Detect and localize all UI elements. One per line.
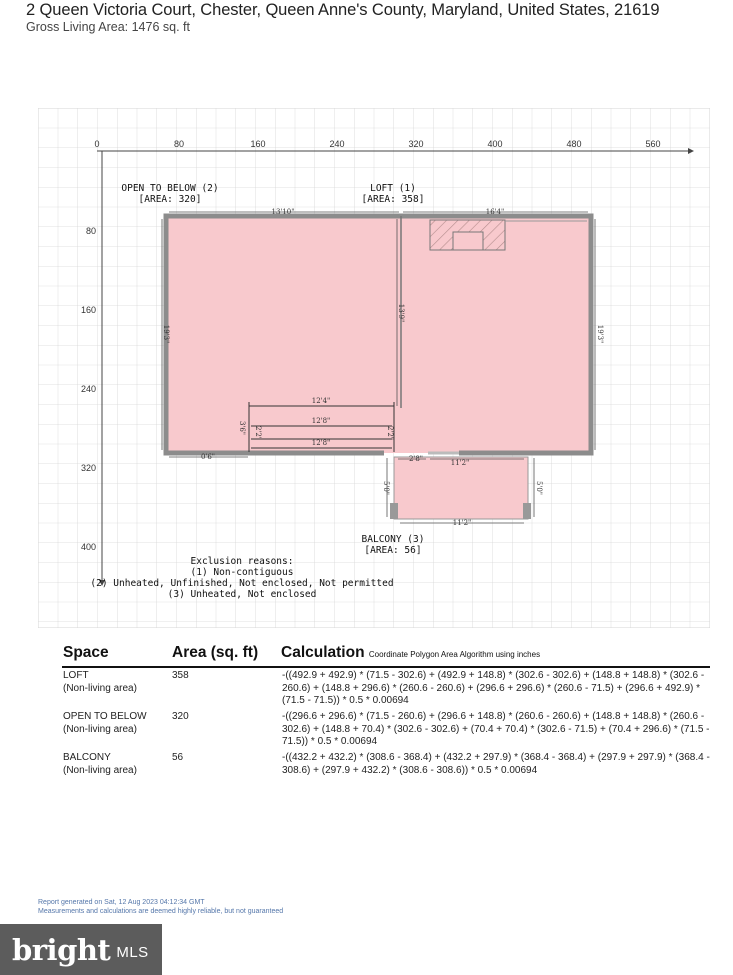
room-label-balcony: BALCONY (3) xyxy=(361,534,425,545)
dimension-label: 2'8" xyxy=(408,455,424,463)
column-header-area: Area (sq. ft) xyxy=(172,644,259,661)
row-space-name: LOFT xyxy=(63,670,89,681)
dimension-label: 5'0" xyxy=(382,480,390,496)
dimension-label: 12'8" xyxy=(311,417,331,425)
dimension-label: 12'8" xyxy=(311,439,331,447)
row-calculation: -((432.2 + 432.2) * (308.6 - 368.4) + (432.2 + 297.9) * (368.4 - 368.4) + (297.9 + 297.9) * (368.4 - 308.6) + (297.9 + 432.2) * (308.6 - 308.6)) * 0.5 * 0.00694 xyxy=(282,752,710,776)
dimension-label: 13'10" xyxy=(271,208,295,216)
column-header-space: Space xyxy=(63,644,109,661)
row-space-type: (Non-living area) xyxy=(63,723,137,735)
row-calculation: -((492.9 + 492.9) * (71.5 - 302.6) + (492.9 + 148.8) * (302.6 - 302.6) + (148.8 + 148.8) * (302.6 - 260.6) + (148.8 + 296.6) * (260.6 - 260.6) + (296.6 + 296.6) * (260.6 - 71.5) + (296.6 + 492.9) * (71.5 - 71.5)) * 0.5 * 0.00694 xyxy=(282,670,705,706)
room-area-open-to-below: [AREA: 320] xyxy=(138,194,202,205)
bright-mls-logo xyxy=(0,924,162,975)
dimension-label: 12'4" xyxy=(311,397,331,405)
column-header-calculation xyxy=(281,644,540,662)
exclusion-line: (1) Non-contiguous xyxy=(190,567,294,578)
dimension-label: 16'4" xyxy=(485,208,505,216)
dimension-label: 5'0" xyxy=(535,480,543,496)
row-space-type: (Non-living area) xyxy=(63,764,137,776)
table-header-rule xyxy=(62,666,710,668)
dimension-label: 19'3" xyxy=(162,324,170,344)
room-area-balcony: [AREA: 56] xyxy=(364,545,422,556)
dimension-label: 2'2" xyxy=(386,425,394,441)
exclusion-title: Exclusion reasons: xyxy=(190,556,294,567)
x-tick: 0 xyxy=(94,139,100,149)
row-space-name: BALCONY xyxy=(63,752,111,763)
room-loft xyxy=(401,216,591,453)
calculation-header-note: Coordinate Polygon Area Algorithm using inches xyxy=(368,650,541,659)
dimension-label: 11'2" xyxy=(450,459,470,467)
floor-plan xyxy=(38,108,710,628)
row-area-value: 320 xyxy=(172,711,189,722)
dimension-label: 0'6" xyxy=(200,453,216,461)
y-tick: 400 xyxy=(80,542,96,552)
y-tick: 320 xyxy=(80,463,96,473)
gross-living-area: Gross Living Area: 1476 sq. ft xyxy=(26,20,190,34)
dimension-label: 11'2" xyxy=(452,519,472,527)
y-tick: 240 xyxy=(80,384,96,394)
y-tick: 160 xyxy=(80,305,96,315)
dimension-label: 19'3" xyxy=(596,324,604,344)
y-tick: 80 xyxy=(85,226,96,236)
x-tick: 320 xyxy=(408,139,424,149)
x-tick: 160 xyxy=(250,139,266,149)
x-tick: 560 xyxy=(645,139,661,149)
report-disclaimer: Measurements and calculations are deemed highly reliable, but not guaranteed xyxy=(38,908,284,915)
balcony-post xyxy=(523,503,531,519)
exclusion-line: (3) Unheated, Not enclosed xyxy=(167,589,317,600)
logo-mls: MLS xyxy=(116,944,149,961)
dimension-label: 2'2" xyxy=(254,425,262,441)
x-tick: 240 xyxy=(329,139,345,149)
room-area-loft: [AREA: 358] xyxy=(361,194,425,205)
row-area-value: 358 xyxy=(172,670,189,681)
dimension-label: 13'9" xyxy=(397,303,405,323)
dimension-label: 3'6" xyxy=(238,420,246,436)
row-space-type: (Non-living area) xyxy=(63,682,137,694)
x-tick: 400 xyxy=(487,139,503,149)
exclusion-line: (2) Unheated, Unfinished, Not enclosed, Not permitted xyxy=(90,578,394,589)
room-label-loft: LOFT (1) xyxy=(370,183,416,194)
room-label-open-to-below: OPEN TO BELOW (2) xyxy=(121,183,219,194)
x-tick: 480 xyxy=(566,139,582,149)
row-space-name: OPEN TO BELOW xyxy=(63,711,147,722)
x-tick: 80 xyxy=(173,139,185,149)
logo-wordmark: bright xyxy=(12,932,111,967)
fireplace-opening xyxy=(453,232,483,250)
calculation-header-label: Calculation xyxy=(281,644,365,661)
balcony-post xyxy=(390,503,398,519)
row-area-value: 56 xyxy=(172,752,184,763)
row-calculation: -((296.6 + 296.6) * (71.5 - 260.6) + (296.6 + 148.8) * (260.6 - 260.6) + (148.8 + 148.8) * (260.6 - 302.6) + (148.8 + 70.4) * (302.6 - 302.6) + (70.4 + 70.4) * (302.6 - 71.5) + (70.4 + 296.6) * (71.5 - 71.5)) * 0.5 * 0.00694 xyxy=(282,711,710,747)
room-open-to-below xyxy=(166,216,401,453)
property-address: 2 Queen Victoria Court, Chester, Queen Anne's County, Maryland, United States, 21619 xyxy=(26,1,660,19)
report-generated-note: Report generated on Sat, 12 Aug 2023 04:12:34 GMT xyxy=(38,899,205,906)
